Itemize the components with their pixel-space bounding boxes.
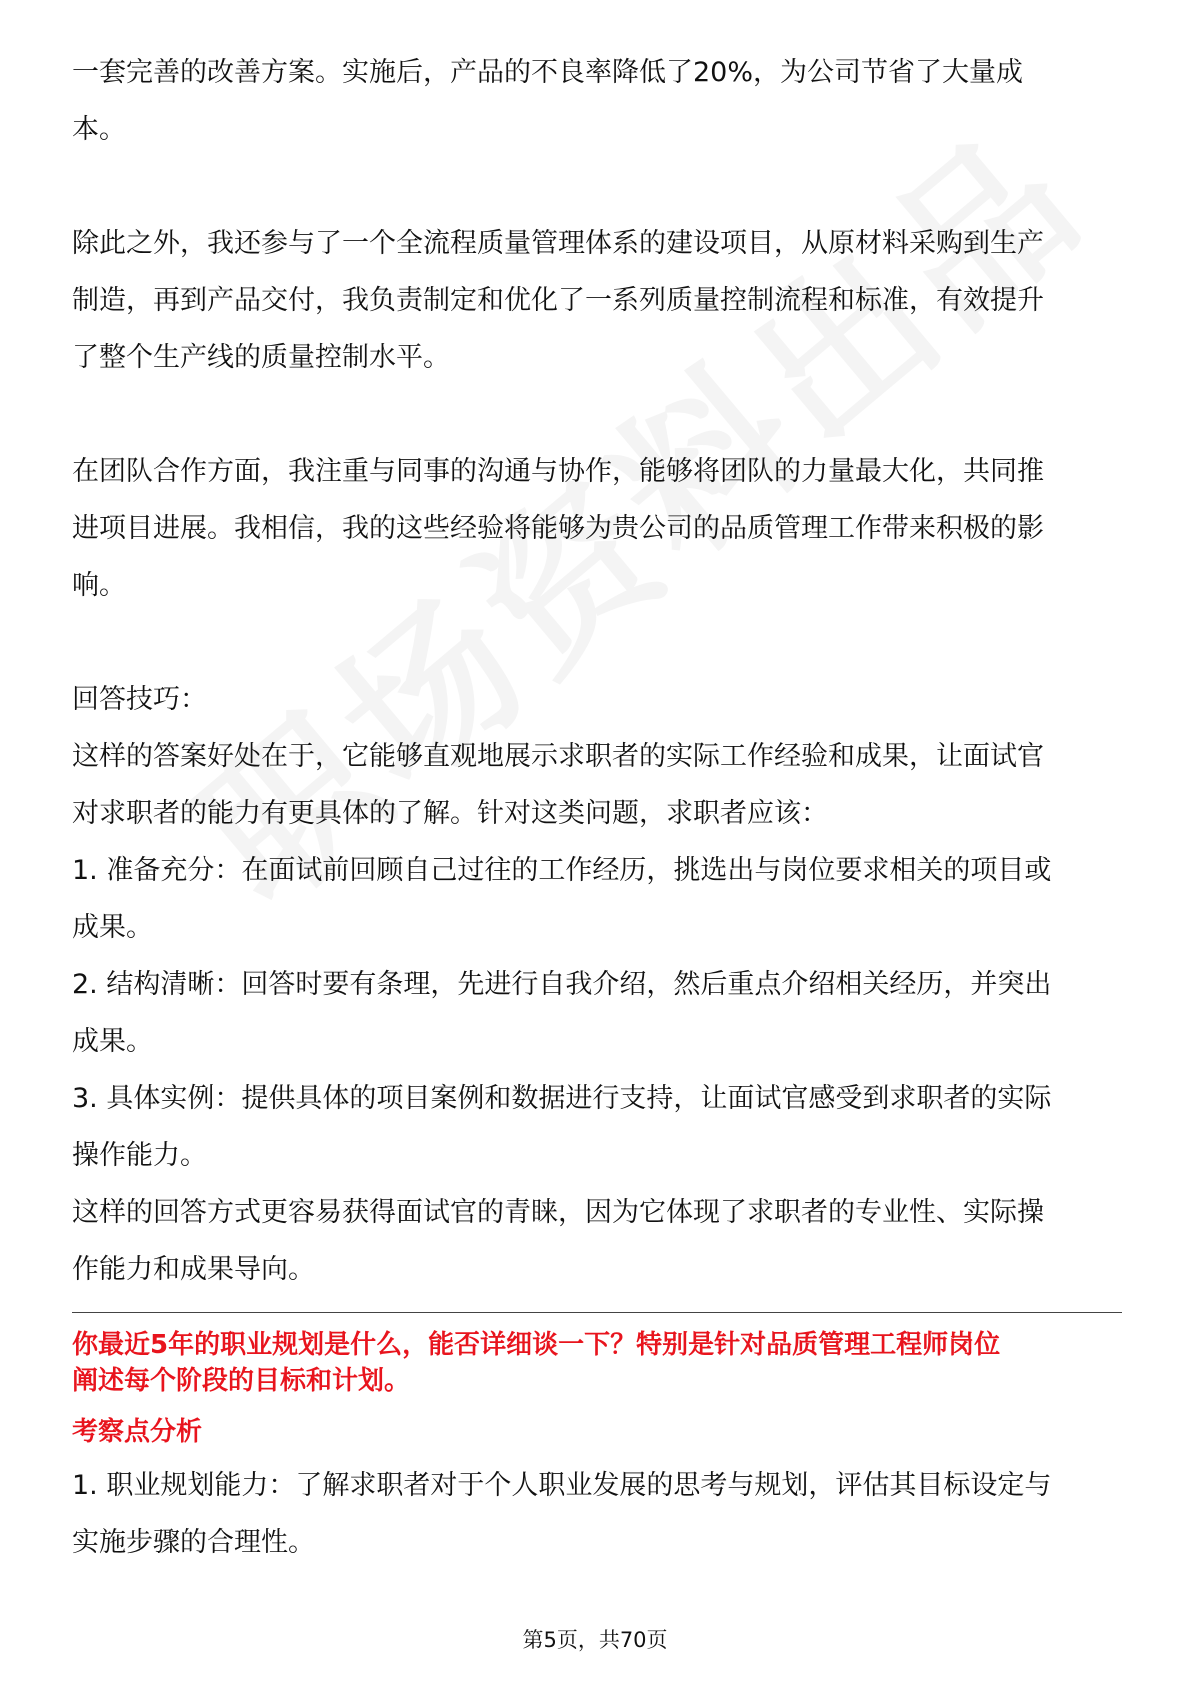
tips-intro-line: 这样的答案好处在于，它能够直观地展示求职者的实际工作经验和成果，让面试官	[72, 741, 1044, 772]
tips-item-2-cont: 成果。	[72, 1026, 153, 1057]
question-line-1: 你最近5年的职业规划是什么，能否详细谈一下？特别是针对品质管理工程师岗位	[72, 1330, 1001, 1360]
tips-item-2: 2. 结构清晰：回答时要有条理，先进行自我介绍，然后重点介绍相关经历，并突出	[72, 969, 1052, 1000]
tips-item-3-cont: 操作能力。	[72, 1140, 207, 1171]
paragraph-line: 除此之外，我还参与了一个全流程质量管理体系的建设项目，从原材料采购到生产	[72, 228, 1044, 259]
paragraph-line: 进项目进展。我相信，我的这些经验将能够为贵公司的品质管理工作带来积极的影	[72, 513, 1044, 544]
tips-heading: 回答技巧：	[72, 684, 207, 715]
tips-intro-line: 对求职者的能力有更具体的了解。针对这类问题，求职者应该：	[72, 798, 828, 829]
tips-summary-line: 作能力和成果导向。	[72, 1254, 315, 1285]
paragraph-line: 了整个生产线的质量控制水平。	[72, 342, 450, 373]
analysis-item-1: 1. 职业规划能力：了解求职者对于个人职业发展的思考与规划，评估其目标设定与	[72, 1470, 1052, 1501]
paragraph-line: 在团队合作方面，我注重与同事的沟通与协作，能够将团队的力量最大化，共同推	[72, 456, 1044, 487]
analysis-heading: 考察点分析	[72, 1417, 203, 1447]
tips-summary-line: 这样的回答方式更容易获得面试官的青睐，因为它体现了求职者的专业性、实际操	[72, 1197, 1044, 1228]
tips-item-1: 1. 准备充分：在面试前回顾自己过往的工作经历，挑选出与岗位要求相关的项目或	[72, 855, 1052, 886]
question-title	[72, 1327, 1122, 1399]
paragraph-line: 响。	[72, 570, 126, 601]
analysis-item-1-cont: 实施步骤的合理性。	[72, 1527, 315, 1558]
page-number: 第5页，共70页	[522, 1628, 668, 1652]
section-divider	[72, 1312, 1122, 1313]
tips-item-1-cont: 成果。	[72, 912, 153, 943]
page-content	[72, 44, 1122, 1571]
paragraph-line: 制造，再到产品交付，我负责制定和优化了一系列质量控制流程和标准，有效提升	[72, 285, 1044, 316]
paragraph-line: 一套完善的改善方案。实施后，产品的不良率降低了20%，为公司节省了大量成	[72, 57, 1024, 88]
tips-item-3: 3. 具体实例：提供具体的项目案例和数据进行支持，让面试官感受到求职者的实际	[72, 1083, 1052, 1114]
paragraph-line: 本。	[72, 114, 126, 145]
question-line-2: 阐述每个阶段的目标和计划。	[72, 1366, 411, 1396]
